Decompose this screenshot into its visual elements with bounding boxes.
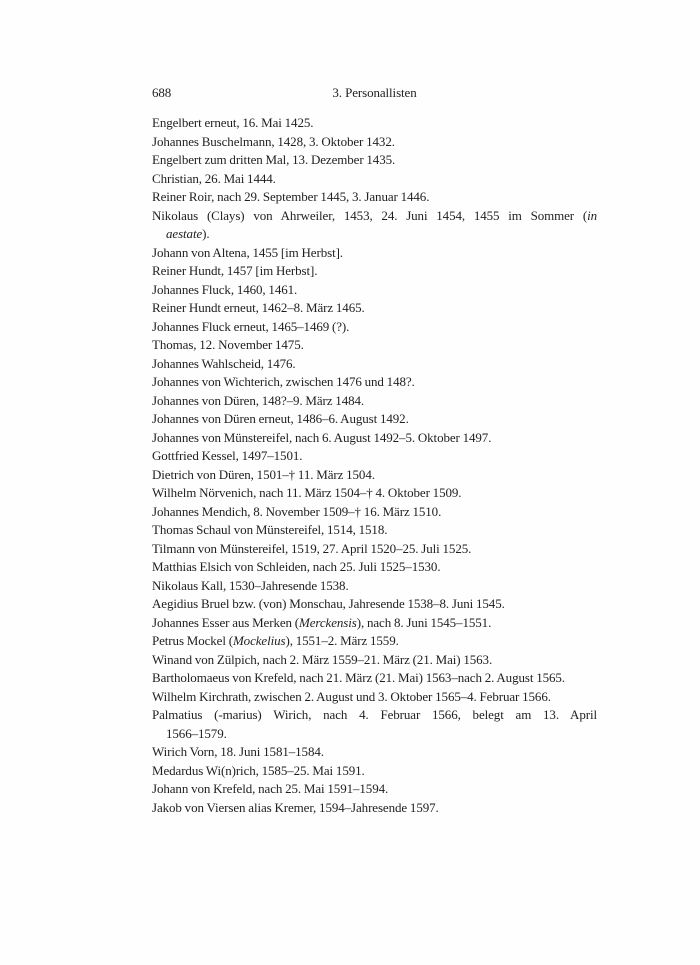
entry-line: [152, 318, 597, 337]
entry-text: Johannes von Düren erneut, 1486–6. August 1492.: [152, 411, 409, 426]
entry-text: Johannes von Wichterich, zwischen 1476 und 148?.: [152, 374, 415, 389]
entry-line: [152, 651, 597, 670]
entry-text: Matthias Elsich von Schleiden, nach 25. Juli 1525–1530.: [152, 559, 441, 574]
page-number: 688: [152, 85, 172, 100]
entry-text: Engelbert erneut, 16. Mai 1425.: [152, 115, 314, 130]
entry-continuation-line: [152, 725, 597, 744]
running-header: 3. Personallisten: [332, 85, 417, 100]
entry-line: [152, 595, 597, 614]
entry-text: Aegidius Bruel bzw. (von) Monschau, Jahresende 1538–8. Juni 1545.: [152, 596, 505, 611]
entry-text: ), nach 8. Juni 1545–1551.: [356, 614, 492, 630]
entry-line: [152, 429, 597, 448]
entry-text: Wilhelm Kirchrath, zwischen 2. August und 3. Oktober 1565–4. Februar 1566.: [152, 688, 551, 704]
entry-text: Palmatius (-marius) Wirich, nach 4. Februar 1566, belegt am 13. April: [152, 707, 597, 722]
entry-line: [152, 743, 597, 762]
entry: [152, 614, 597, 633]
entry: [152, 466, 597, 485]
page-header: [152, 83, 597, 102]
entry-text: Medardus Wi(n)rich, 1585–25. Mai 1591.: [152, 762, 365, 778]
entry-text: Winand von Zülpich, nach 2. März 1559–21. März (21. Mai) 1563.: [152, 651, 493, 667]
entry: [152, 521, 597, 540]
entry: [152, 410, 597, 429]
entry: [152, 244, 597, 263]
entry-line: [152, 669, 597, 688]
entry: [152, 429, 597, 448]
entry: [152, 503, 597, 522]
entry-text: Thomas, 12. November 1475.: [152, 337, 304, 352]
entry: [152, 540, 597, 559]
entry-line: [152, 170, 597, 189]
entry-line: [152, 188, 597, 207]
entry-line: [152, 706, 597, 725]
entry-line: [152, 336, 597, 355]
entry-text: Johann von Krefeld, nach 25. Mai 1591–1594.: [152, 781, 389, 796]
entry: [152, 133, 597, 152]
entry-text: ), 1551–2. März 1559.: [285, 633, 399, 648]
entry: [152, 318, 597, 337]
entry-list: [152, 114, 597, 817]
entry: [152, 762, 597, 781]
entry-line: [152, 503, 597, 522]
entry-line: [152, 540, 597, 559]
entry-text: Nikolaus Kall, 1530–Jahresende 1538.: [152, 577, 349, 593]
entry-text: 1566–1579.: [166, 725, 227, 741]
entry-line: [152, 447, 597, 466]
entry-line: [152, 114, 597, 133]
entry: [152, 780, 597, 799]
entry-text: Johannes von Düren, 148?–9. März 1484.: [152, 392, 365, 408]
entry-line: [152, 558, 597, 577]
entry: [152, 651, 597, 670]
entry: [152, 706, 597, 743]
entry-line: [152, 281, 597, 300]
entry-text: Nikolaus (Clays) von Ahrweiler, 1453, 24. Juni 1454, 1455 im Sommer (: [152, 207, 588, 223]
entry-text: Jakob von Viersen alias Kremer, 1594–Jahresende 1597.: [152, 799, 439, 815]
entry: [152, 632, 597, 651]
entry: [152, 484, 597, 503]
entry-text: Reiner Hundt erneut, 1462–8. März 1465.: [152, 300, 365, 315]
entry-text-italic: Merckensis: [299, 614, 357, 630]
entry-line: [152, 207, 597, 226]
entry-line: [152, 780, 597, 799]
entry-line: [152, 762, 597, 781]
entry-continuation-line: [152, 225, 597, 244]
entry: [152, 151, 597, 170]
entry: [152, 299, 597, 318]
entry-line: [152, 373, 597, 392]
entry-text: Dietrich von Düren, 1501–† 11. März 1504.: [152, 466, 375, 482]
entry-text: Johannes von Münstereifel, nach 6. August 1492–5. Oktober 1497.: [152, 429, 492, 445]
entry: [152, 558, 597, 577]
entry-line: [152, 799, 597, 818]
entry: [152, 373, 597, 392]
entry: [152, 170, 597, 189]
entry-text: Christian, 26. Mai 1444.: [152, 170, 276, 186]
entry-text: Johannes Wahlscheid, 1476.: [152, 355, 296, 371]
entry-text: Johannes Fluck erneut, 1465–1469 (?).: [152, 318, 350, 334]
entry-text: Johannes Fluck, 1460, 1461.: [152, 281, 298, 297]
entry-line: [152, 410, 597, 429]
entry-line: [152, 614, 597, 633]
entry-text: Petrus Mockel (: [152, 633, 233, 648]
entry: [152, 114, 597, 133]
entry-text: Reiner Hundt, 1457 [im Herbst].: [152, 263, 318, 278]
entry-line: [152, 688, 597, 707]
entry-text: Johannes Esser aus Merken (: [152, 614, 300, 630]
entry: [152, 447, 597, 466]
entry-line: [152, 299, 597, 318]
entry-text-italic: Mockelius: [232, 633, 286, 648]
entry: [152, 262, 597, 281]
entry: [152, 355, 597, 374]
entry: [152, 281, 597, 300]
entry-line: [152, 632, 597, 651]
entry-line: [152, 262, 597, 281]
entry-text: Johann von Altena, 1455 [im Herbst].: [152, 244, 343, 260]
entry-line: [152, 392, 597, 411]
entry-line: [152, 151, 597, 170]
entry-text: Engelbert zum dritten Mal, 13. Dezember 1435.: [152, 152, 396, 167]
entry-line: [152, 355, 597, 374]
entry: [152, 392, 597, 411]
entry-text: Johannes Mendich, 8. November 1509–† 16. März 1510.: [152, 503, 442, 519]
entry-line: [152, 577, 597, 596]
entry: [152, 577, 597, 596]
entry: [152, 688, 597, 707]
entry-line: [152, 466, 597, 485]
entry-text: Wilhelm Nörvenich, nach 11. März 1504–† 4. Oktober 1509.: [152, 485, 462, 500]
entry-text: Reiner Roir, nach 29. September 1445, 3. Januar 1446.: [152, 189, 430, 204]
entry-line: [152, 244, 597, 263]
entry-text: Gottfried Kessel, 1497–1501.: [152, 448, 303, 463]
entry-line: [152, 521, 597, 540]
entry-text: Thomas Schaul von Münstereifel, 1514, 1518.: [152, 522, 388, 537]
entry-text: Tilmann von Münstereifel, 1519, 27. April 1520–25. Juli 1525.: [152, 540, 472, 556]
entry: [152, 799, 597, 818]
entry-text: Johannes Buschelmann, 1428, 3. Oktober 1432.: [152, 133, 395, 149]
entry-line: [152, 484, 597, 503]
entry: [152, 595, 597, 614]
entry-text: ).: [202, 226, 210, 241]
entry-text: Bartholomaeus von Krefeld, nach 21. März (21. Mai) 1563–nach 2. August 1565.: [152, 670, 565, 685]
entry: [152, 743, 597, 762]
entry: [152, 669, 597, 688]
entry-text-italic: aestate: [166, 226, 203, 241]
entry: [152, 188, 597, 207]
entry-text: Wirich Vorn, 18. Juni 1581–1584.: [152, 744, 324, 759]
entry: [152, 336, 597, 355]
entry: [152, 207, 597, 244]
entry-text-italic: in: [587, 207, 597, 223]
entry-line: [152, 133, 597, 152]
